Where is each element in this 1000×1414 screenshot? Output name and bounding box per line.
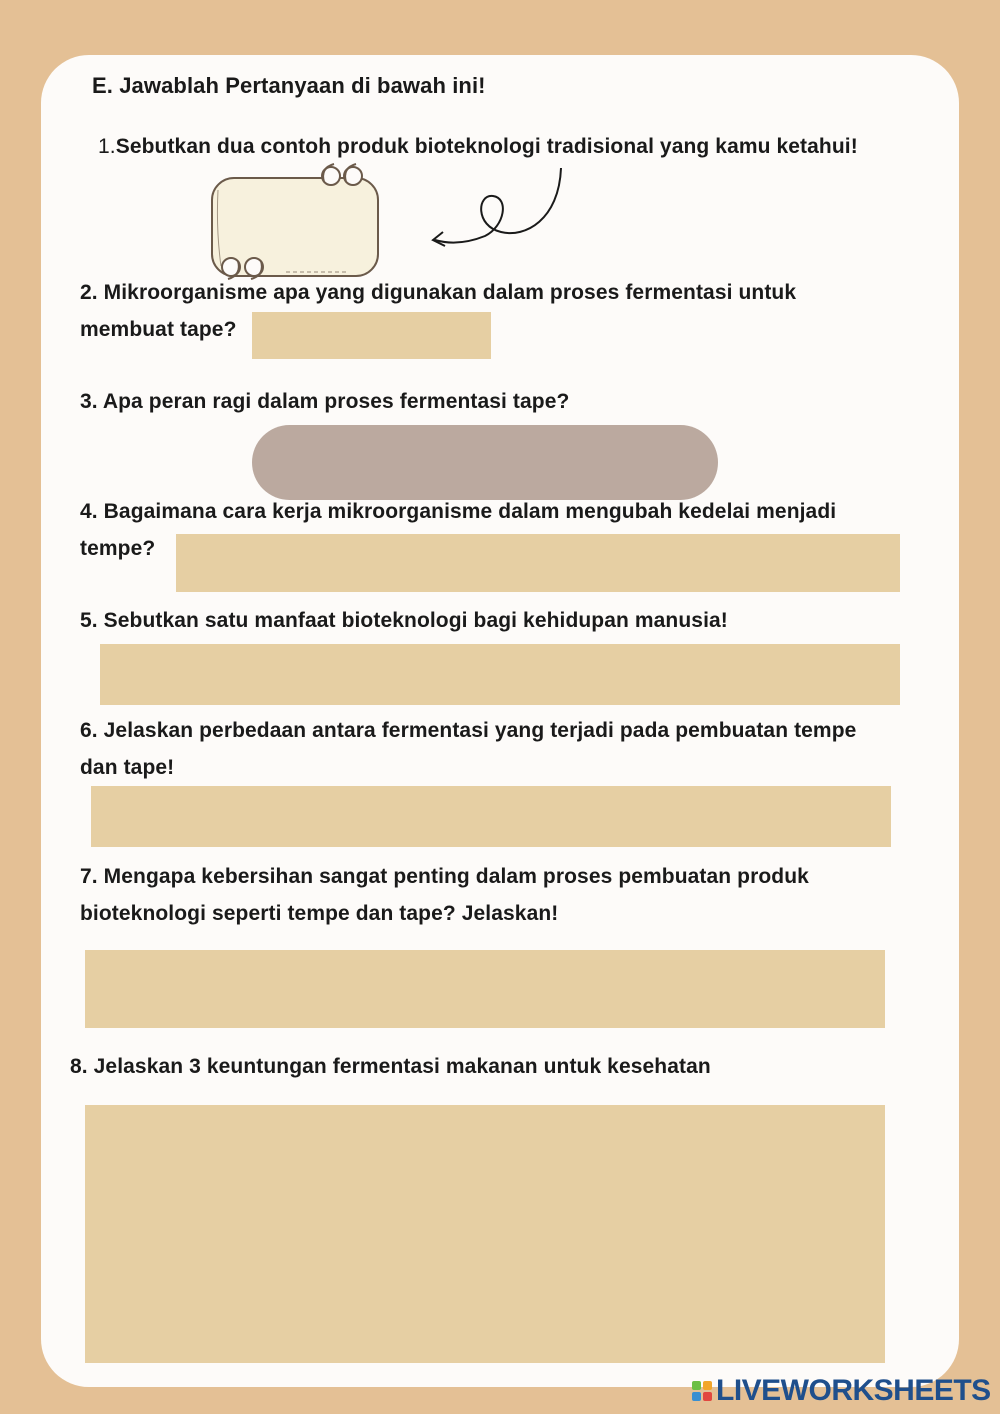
question-1-text: Sebutkan dua contoh produk bioteknologi tradisional yang kamu ketahui! [115, 135, 858, 158]
liveworksheets-logo-text: LIVEWORKSHEETS [716, 1374, 991, 1407]
question-6-line-1: 6. Jelaskan perbedaan antara fermentasi yang terjadi pada pembuatan tempe [80, 719, 857, 742]
answer-field-7[interactable] [85, 950, 885, 1028]
question-2-line-2: membuat tape? [80, 318, 237, 341]
answer-field-4[interactable] [176, 534, 900, 592]
answer-field-5[interactable] [100, 644, 900, 705]
question-6-line-2: dan tape! [80, 756, 175, 779]
answer-field-8[interactable] [85, 1105, 885, 1363]
question-7-line-1: 7. Mengapa kebersihan sangat penting dalam proses pembuatan produk [80, 865, 809, 888]
question-4-line-2: tempe? [80, 537, 156, 560]
speech-bubble-icon[interactable] [206, 160, 386, 290]
question-8: 8. Jelaskan 3 keuntungan fermentasi makanan untuk kesehatan [70, 1055, 711, 1078]
question-3: 3. Apa peran ragi dalam proses fermentasi tape? [80, 390, 570, 413]
question-4-line-1: 4. Bagaimana cara kerja mikroorganisme dalam mengubah kedelai menjadi [80, 500, 837, 523]
question-2-line-1: 2. Mikroorganisme apa yang digunakan dalam proses fermentasi untuk [80, 281, 797, 304]
curly-arrow-icon [425, 160, 575, 260]
worksheet-heading: E. Jawablah Pertanyaan di bawah ini! [92, 73, 486, 98]
answer-field-3[interactable] [252, 425, 718, 500]
liveworksheets-logo-icon [692, 1381, 712, 1401]
liveworksheets-logo [692, 1374, 991, 1408]
question-5: 5. Sebutkan satu manfaat bioteknologi bagi kehidupan manusia! [80, 609, 728, 632]
question-7-line-2: bioteknologi seperti tempe dan tape? Jelaskan! [80, 902, 559, 925]
answer-field-2[interactable] [252, 312, 491, 359]
answer-field-6[interactable] [91, 786, 891, 847]
question-1-number: 1. [98, 135, 116, 158]
